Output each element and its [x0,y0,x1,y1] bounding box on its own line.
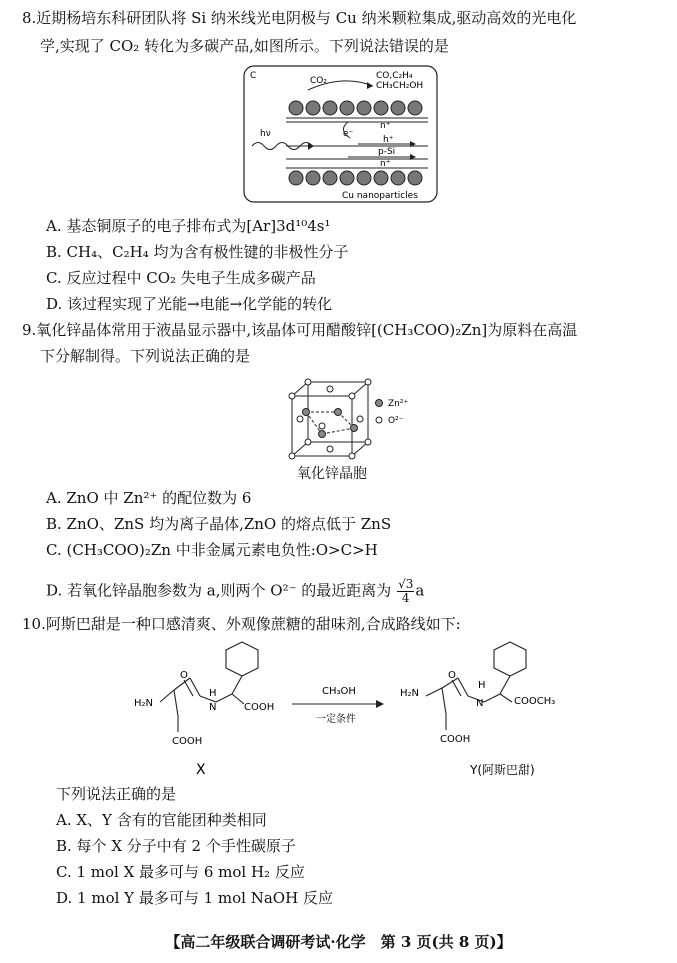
cu-nanoparticles-top [289,101,422,115]
cu-nanoparticles-bottom [289,171,422,185]
q9-figure-caption: 氧化锌晶胞 [297,466,367,482]
legend-o-label: O²⁻ [388,416,404,426]
q8-option-a: A. 基态铜原子的电子排布式为[Ar]3d¹⁰4s¹ [46,217,331,235]
fraction-denominator: 4 [401,591,410,605]
compound-y-structure [426,642,526,730]
x-amide-n: N [209,702,217,713]
y-carbonyl-o: O [448,670,456,681]
figure-caption: Cu nanoparticles [342,191,418,201]
condition-label: 一定条件 [316,714,356,725]
p-si-label: p-Si [378,147,396,157]
product-label-2: CH₃CH₂OH [376,81,424,91]
fraction-numerator: √3 [398,577,414,591]
q9-option-d-fraction [397,578,414,605]
q10-stem: 10.阿斯巴甜是一种口感清爽、外观像蔗糖的甜味剂,合成路线如下: [22,615,461,633]
q9-stem-line-2: 下分解制得。下列说法正确的是 [40,347,251,365]
q10-option-d: D. 1 mol Y 最多可与 1 mol NaOH 反应 [56,889,333,907]
y-ester-label: COOCH₃ [514,696,556,707]
co2-label: CO₂ [310,76,327,86]
inner-tetrahedra [306,412,354,434]
legend-zn-label: Zn²⁺ [388,399,409,409]
q8-option-b: B. CH₄、C₂H₄ 均为含有极性键的非极性分子 [46,243,349,261]
q8-stem-line-1: 8.近期杨培东科研团队将 Si 纳米线光电阴极与 Cu 纳米颗粒集成,驱动高效的光电化 [22,9,577,27]
q9-option-a: A. ZnO 中 Zn²⁺ 的配位数为 6 [46,489,252,507]
x-nh2-label: H₂N [134,698,154,709]
product-label-1: CO,C₂H₄ [376,71,413,81]
x-compound-label: X [196,762,206,778]
y-amide-n: N [476,698,484,709]
q10-synthesis-scheme [120,638,580,778]
q8-option-c: C. 反应过程中 CO₂ 失电子生成多碳产品 [46,269,316,287]
q8-option-d: D. 该过程实现了光能→电能→化学能的转化 [46,295,333,313]
q10-option-c: C. 1 mol X 最多可与 6 mol H₂ 反应 [56,863,305,881]
x-carbonyl-o: O [180,670,188,681]
n-plus-top-label: n⁺ [380,121,391,131]
q9-option-b: B. ZnO、ZnS 均为离子晶体,ZnO 的熔点低于 ZnS [46,515,392,533]
compound-x-structure [160,642,258,732]
q9-option-c: C. (CH₃COO)₂Zn 中非金属元素电负性:O>C>H [46,541,378,559]
hole-label: h⁺ [383,135,394,145]
q10-option-a: A. X、Y 含有的官能团种类相同 [56,811,267,829]
y-nh2-label: H₂N [400,688,420,699]
x-cooh-right: COOH [244,702,275,713]
electron-label: e⁻ [343,129,354,139]
q9-option-d-text: D. 若氧化锌晶胞参数为 a,则两个 O²⁻ 的最近距离为 [46,581,392,600]
legend-zn-marker [376,400,383,407]
q10-intro: 下列说法正确的是 [56,785,177,803]
fraction-suffix: a [415,581,425,600]
n-plus-bottom-label: n⁺ [380,159,391,169]
y-amide-h: H [478,680,486,691]
y-cooh-label: COOH [440,734,471,745]
q9-crystal-figure [278,372,418,462]
figure-corner-label: C [250,71,257,81]
page-footer: 【高二年级联合调研考试·化学 第 3 页(共 8 页)】 [165,933,512,951]
q10-option-b: B. 每个 X 分子中有 2 个手性碳原子 [56,837,296,855]
q8-figure [238,64,443,204]
q9-stem-line-1: 9.氧化锌晶体常用于液晶显示器中,该晶体可用醋酸锌[(CH₃COO)₂Zn]为原料在高温 [22,321,578,339]
legend-o-marker [376,417,382,423]
x-cooh-bottom: COOH [172,736,203,747]
hv-label: hν [260,129,271,139]
x-amide-h: H [209,688,217,699]
q8-stem-line-2: 学,实现了 CO₂ 转化为多碳产品,如图所示。下列说法错误的是 [40,37,449,55]
q9-option-d [46,578,424,605]
reagent-label: CH₃OH [322,686,356,697]
o-ions [289,379,371,459]
y-compound-label: Y(阿斯巴甜) [470,763,535,777]
